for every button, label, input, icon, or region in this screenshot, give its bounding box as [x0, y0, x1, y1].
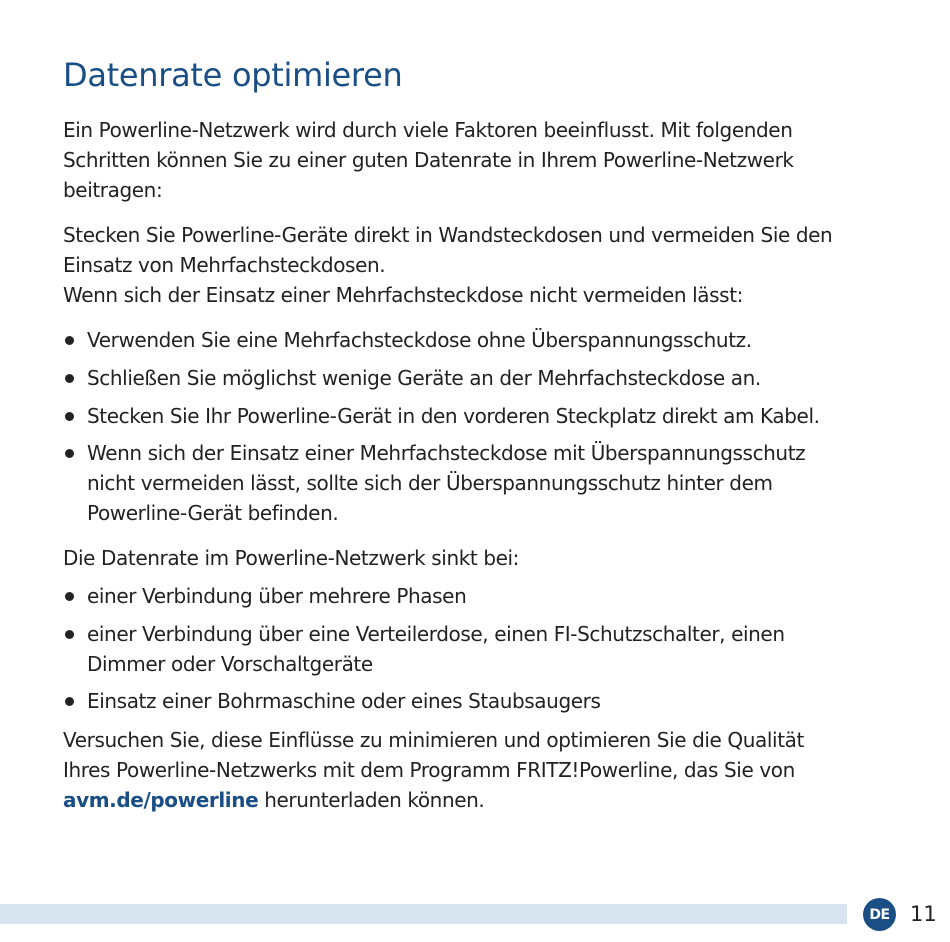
paragraph-line: Einsatz von Mehrfachsteckdosen. — [63, 253, 386, 277]
paragraph-line: Die Datenrate im Powerline-Netzwerk sinkt bei: — [63, 546, 520, 570]
wall-socket-paragraph — [63, 220, 923, 310]
intro-line: beitragen: — [63, 178, 163, 202]
language-badge: DE — [863, 898, 896, 931]
paragraph-line: Wenn sich der Einsatz einer Mehrfachsteckdose nicht vermeiden lässt: — [63, 283, 743, 307]
data-rate-drop-heading — [63, 543, 923, 573]
paragraph-line: Versuchen Sie, diese Einflüsse zu minimieren und optimieren Sie die Qualität — [63, 728, 804, 752]
intro-line: Schritten können Sie zu einer guten Datenrate in Ihrem Powerline-Netzwerk — [63, 148, 794, 172]
list-item-text: einer Verbindung über eine Verteilerdose, einen FI-Schutzschalter, einen — [87, 622, 785, 646]
bullet-icon — [65, 412, 74, 421]
bullet-icon — [65, 374, 74, 383]
list-item-text: Wenn sich der Einsatz einer Mehrfachsteckdose mit Überspannungsschutz — [87, 441, 806, 465]
intro-line: Ein Powerline-Netzwerk wird durch viele Faktoren beeinflusst. Mit folgenden — [63, 118, 793, 142]
list-item-text: Powerline-Gerät befinden. — [87, 501, 339, 525]
page-number: 11 — [910, 902, 937, 926]
bullet-icon — [65, 592, 74, 601]
list-item-text: Dimmer oder Vorschaltgeräte — [87, 652, 373, 676]
list-item-text: einer Verbindung über mehrere Phasen — [87, 584, 467, 608]
bullet-icon — [65, 630, 74, 639]
paragraph-line: Stecken Sie Powerline-Geräte direkt in Wandsteckdosen und vermeiden Sie den — [63, 223, 833, 247]
bullet-icon — [65, 449, 74, 458]
paragraph-line-rest: herunterladen können. — [258, 788, 485, 812]
list-item-text: Stecken Sie Ihr Powerline-Gerät in den vorderen Steckplatz direkt am Kabel. — [87, 404, 820, 428]
list-item-text: Verwenden Sie eine Mehrfachsteckdose ohne Überspannungsschutz. — [87, 328, 752, 352]
intro-paragraph — [63, 115, 923, 205]
list-item-text: Einsatz einer Bohrmaschine oder eines Staubsaugers — [87, 689, 601, 713]
footer-bar — [0, 904, 847, 924]
paragraph-line: Ihres Powerline-Netzwerks mit dem Programm FRITZ!Powerline, das Sie von — [63, 758, 795, 782]
bullet-icon — [65, 336, 74, 345]
closing-paragraph — [63, 725, 923, 815]
list-item-text: nicht vermeiden lässt, sollte sich der Überspannungsschutz hinter dem — [87, 471, 773, 495]
paragraph-line — [63, 785, 923, 815]
list-item-text: Schließen Sie möglichst wenige Geräte an der Mehrfachsteckdose an. — [87, 366, 761, 390]
page-title: Datenrate optimieren — [63, 56, 403, 94]
bullet-icon — [65, 697, 74, 706]
powerline-download-link[interactable]: avm.de/powerline — [63, 788, 259, 812]
